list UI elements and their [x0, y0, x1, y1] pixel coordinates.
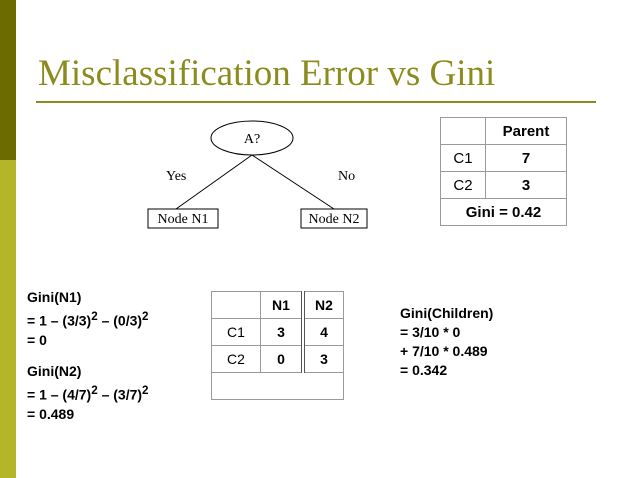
table-cell: 4 — [303, 319, 344, 346]
gini-n1-term-a: = 1 – (3/3) — [27, 312, 92, 329]
gini-children-line: = 0.342 — [400, 362, 448, 378]
table-cell: C1 — [441, 145, 486, 172]
table-row — [441, 199, 567, 226]
table-header: Parent — [486, 118, 567, 145]
gini-n2-term-a: = 1 – (4/7) — [27, 386, 92, 403]
gini-n1-result: = 0 — [27, 331, 47, 348]
table-row — [212, 346, 344, 373]
table-empty-row — [212, 373, 344, 400]
exponent: 2 — [142, 310, 149, 323]
tree-edge-right — [252, 155, 334, 209]
exponent: 2 — [91, 310, 98, 323]
table-header: N2 — [303, 292, 344, 319]
table-row — [441, 172, 567, 199]
gini-n1-formula — [27, 288, 149, 350]
slide-title: Misclassification Error vs Gini — [38, 53, 496, 94]
gini-n2-term-b: – (3/7) — [101, 386, 143, 403]
gini-children-label: Gini(Children) — [400, 305, 494, 321]
node-n2-label: Node N2 — [308, 212, 360, 227]
gini-n2-label: Gini(N2) — [27, 363, 82, 379]
gini-n1-term-b: – (0/3) — [101, 312, 143, 329]
gini-n2-result: = 0.489 — [27, 405, 75, 422]
table-header: N1 — [261, 292, 304, 319]
gini-n1-expression — [27, 307, 149, 331]
table-row — [441, 145, 567, 172]
gini-n2-formula — [27, 362, 149, 424]
table-row — [212, 373, 344, 400]
table-cell: 3 — [303, 346, 344, 373]
table-row — [212, 319, 344, 346]
table-cell: 0 — [261, 346, 304, 373]
exponent: 2 — [91, 384, 98, 397]
gini-n2-expression — [27, 381, 149, 405]
gini-children-formula — [400, 304, 493, 380]
gini-n1-label: Gini(N1) — [27, 289, 82, 305]
table-cell — [212, 292, 261, 319]
exponent: 2 — [142, 384, 149, 397]
table-row — [441, 118, 567, 145]
table-cell: 3 — [486, 172, 567, 199]
children-table — [211, 291, 344, 400]
table-cell: 3 — [261, 319, 304, 346]
table-cell: 7 — [486, 145, 567, 172]
gini-children-line: = 3/10 * 0 — [400, 324, 461, 340]
table-cell — [441, 118, 486, 145]
node-n1-label: Node N1 — [157, 212, 209, 227]
root-node-label: A? — [243, 132, 261, 147]
gini-children-line: + 7/10 * 0.489 — [400, 343, 488, 359]
edge-label-yes: Yes — [166, 169, 187, 184]
parent-table — [440, 117, 567, 226]
table-cell: C1 — [212, 319, 261, 346]
table-cell: C2 — [212, 346, 261, 373]
tree-edge-left — [176, 155, 252, 209]
edge-label-no: No — [338, 169, 356, 184]
parent-gini: Gini = 0.42 — [441, 199, 567, 226]
table-cell: C2 — [441, 172, 486, 199]
table-row — [212, 292, 344, 319]
